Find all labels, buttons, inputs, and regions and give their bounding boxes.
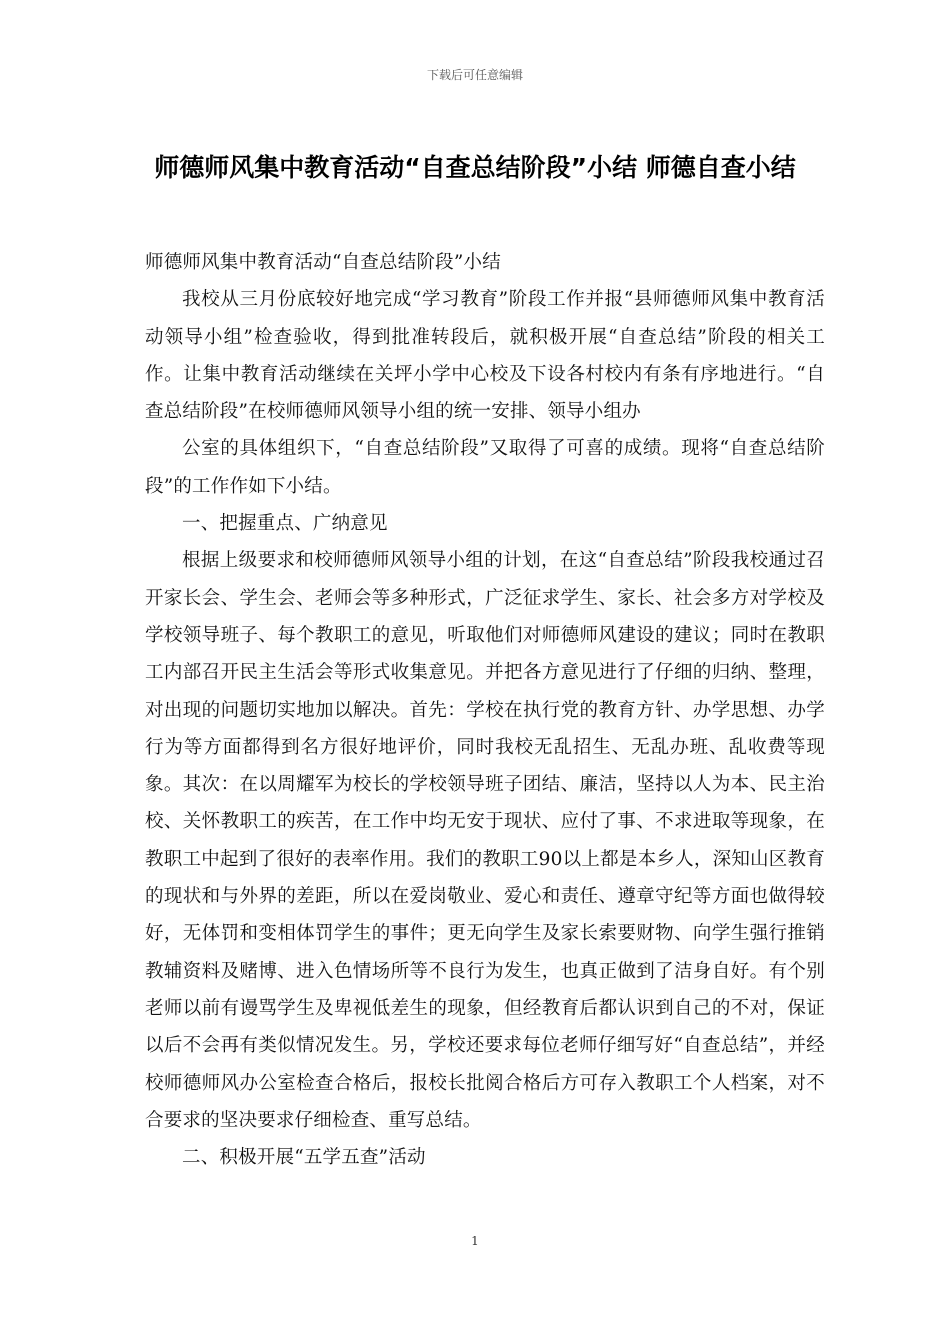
- paragraph-intro-continued: 公室的具体组织下，“自查总结阶段”又取得了可喜的成绩。现将“自查总结阶段”的工作作如下小结。: [145, 438, 825, 497]
- document-body: [145, 244, 825, 1176]
- section-heading-1: 一、把握重点、广纳意见: [182, 513, 388, 535]
- paragraph-intro: 我校从三月份底较好地完成“学习教育”阶段工作并报“县师德师风集中教育活动领导小组”检查验收，得到批准转段后，就积极开展“自查总结”阶段的相关工作。让集中教育活动继续在关坪小学中心校及下设各村校内有条有序地进行。“自查总结阶段”在校师德师风领导小组的统一安排、领导小组办: [145, 289, 825, 423]
- page-number: 1: [471, 1234, 479, 1248]
- page-header-note: 下载后可任意编辑: [426, 68, 523, 82]
- paragraph-section-1: 根据上级要求和校师德师风领导小组的计划，在这“自查总结”阶段我校通过召开家长会、学生会、老师会等多种形式，广泛征求学生、家长、社会多方对学校及学校领导班子、每个教职工的意见，听取他们对师德师风建设的建议；同时在教职工内部召开民主生活会等形式收集意见。并把各方意见进行了仔细的归纳、整理，对出现的问题切实地加以解决。首先：学校在执行党的教育方针、办学思想、办学行为等方面都得到名方很好地评价，同时我校无乱招生、无乱办班、乱收费等现象。其次：在以周耀军为校长的学校领导班子团结、廉洁，坚持以人为本、民主治校、关怀教职工的疾苦，在工作中均无安于现状、应付了事、不求进取等现象，在教职工中起到了很好的表率作用。我们的教职工90以上都是本乡人，深知山区教育的现状和与外界的差距，所以在爱岗敬业、爱心和责任、遵章守纪等方面也做得较好，无体罚和变相体罚学生的事件；更无向学生及家长索要财物、向学生强行推销教辅资料及赌博、进入色情场所等不良行为发生，也真正做到了洁身自好。有个别老师以前有谩骂学生及卑视低差生的现象，但经教育后都认识到自己的不对，保证以后不会再有类似情况发生。另，学校还要求每位老师仔细写好“自查总结”，并经校师德师风办公室检查合格后，报校长批阅合格后方可存入教职工个人档案，对不合要求的坚决要求仔细检查、重写总结。: [145, 550, 825, 1131]
- paragraph-subtitle: 师德师风集中教育活动“自查总结阶段”小结: [145, 252, 501, 273]
- document-title: 师德师风集中教育活动“自查总结阶段”小结 师德自查小结: [154, 153, 796, 182]
- section-heading-2: 二、积极开展“五学五查”活动: [182, 1147, 426, 1169]
